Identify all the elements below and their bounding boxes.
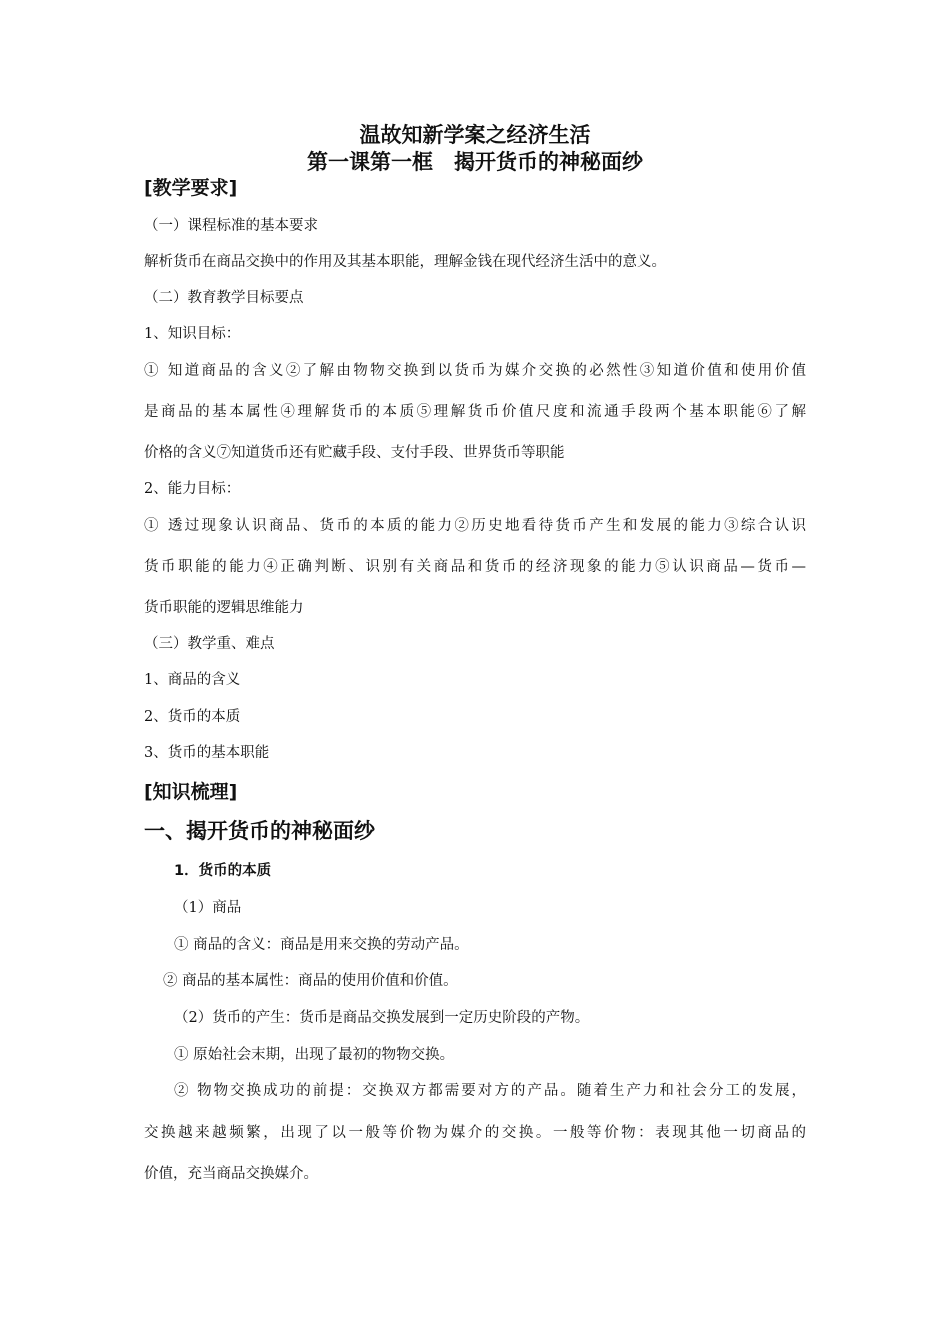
- section-teaching-requirements: [教学要求]: [144, 177, 238, 199]
- ability-goal-line: 货币职能的逻辑思维能力: [144, 600, 304, 616]
- knowledge-goal-line: ① 知道商品的含义②了解由物物交换到以货币为媒介交换的必然性③知道价值和使用价值: [144, 363, 806, 379]
- lesson-title: 第一课第一框 揭开货币的神秘面纱: [307, 150, 643, 174]
- key-point-item: 3、货币的基本职能: [144, 745, 270, 761]
- money-origin-item: ② 物物交换成功的前提：交换双方都需要对方的产品。随着生产力和社会分工的发展，: [174, 1083, 806, 1099]
- section-knowledge: [知识梳理]: [144, 781, 238, 803]
- key-point-item: 2、货币的本质: [144, 709, 241, 725]
- commodity-item: ① 商品的含义：商品是用来交换的劳动产品。: [174, 937, 469, 953]
- knowledge-goal-line: 价格的含义⑦知道货币还有贮藏手段、支付手段、世界货币等职能: [144, 445, 565, 461]
- commodity-heading: （1）商品: [174, 900, 242, 916]
- money-origin-item: 交换越来越频繁，出现了以一般等价物为媒介的交换。一般等价物：表现其他一切商品的: [144, 1125, 806, 1141]
- document-title: 温故知新学案之经济生活: [359, 123, 591, 147]
- sub-1-heading: 1．货币的本质: [174, 863, 272, 879]
- key-point-item: 1、商品的含义: [144, 672, 241, 688]
- money-origin-item: 价值，充当商品交换媒介。: [144, 1166, 318, 1182]
- ability-goal-line: 货币职能的能力④正确判断、识别有关商品和货币的经济现象的能力⑤认识商品—货币—: [144, 559, 806, 575]
- ability-goal-line: ① 透过现象认识商品、货币的本质的能力②历史地看待货币产生和发展的能力③综合认识: [144, 518, 806, 534]
- knowledge-goal-line: 是商品的基本属性④理解货币的本质⑤理解货币价值尺度和流通手段两个基本职能⑥了解: [144, 404, 806, 420]
- knowledge-goal-heading: 1、知识目标：: [144, 326, 241, 342]
- requirement-1-text: 解析货币在商品交换中的作用及其基本职能，理解金钱在现代经济生活中的意义。: [144, 254, 666, 270]
- requirement-1-heading: （一）课程标准的基本要求: [144, 218, 318, 234]
- commodity-item: ② 商品的基本属性：商品的使用价值和价值。: [163, 973, 458, 989]
- ability-goal-heading: 2、能力目标：: [144, 481, 241, 497]
- requirement-3-heading: （三）教学重、难点: [144, 636, 275, 652]
- money-origin-heading: （2）货币的产生：货币是商品交换发展到一定历史阶段的产物。: [174, 1010, 590, 1026]
- part-one-heading: 一、揭开货币的神秘面纱: [144, 819, 375, 843]
- requirement-2-heading: （二）教育教学目标要点: [144, 290, 304, 306]
- money-origin-item: ① 原始社会末期，出现了最初的物物交换。: [174, 1047, 455, 1063]
